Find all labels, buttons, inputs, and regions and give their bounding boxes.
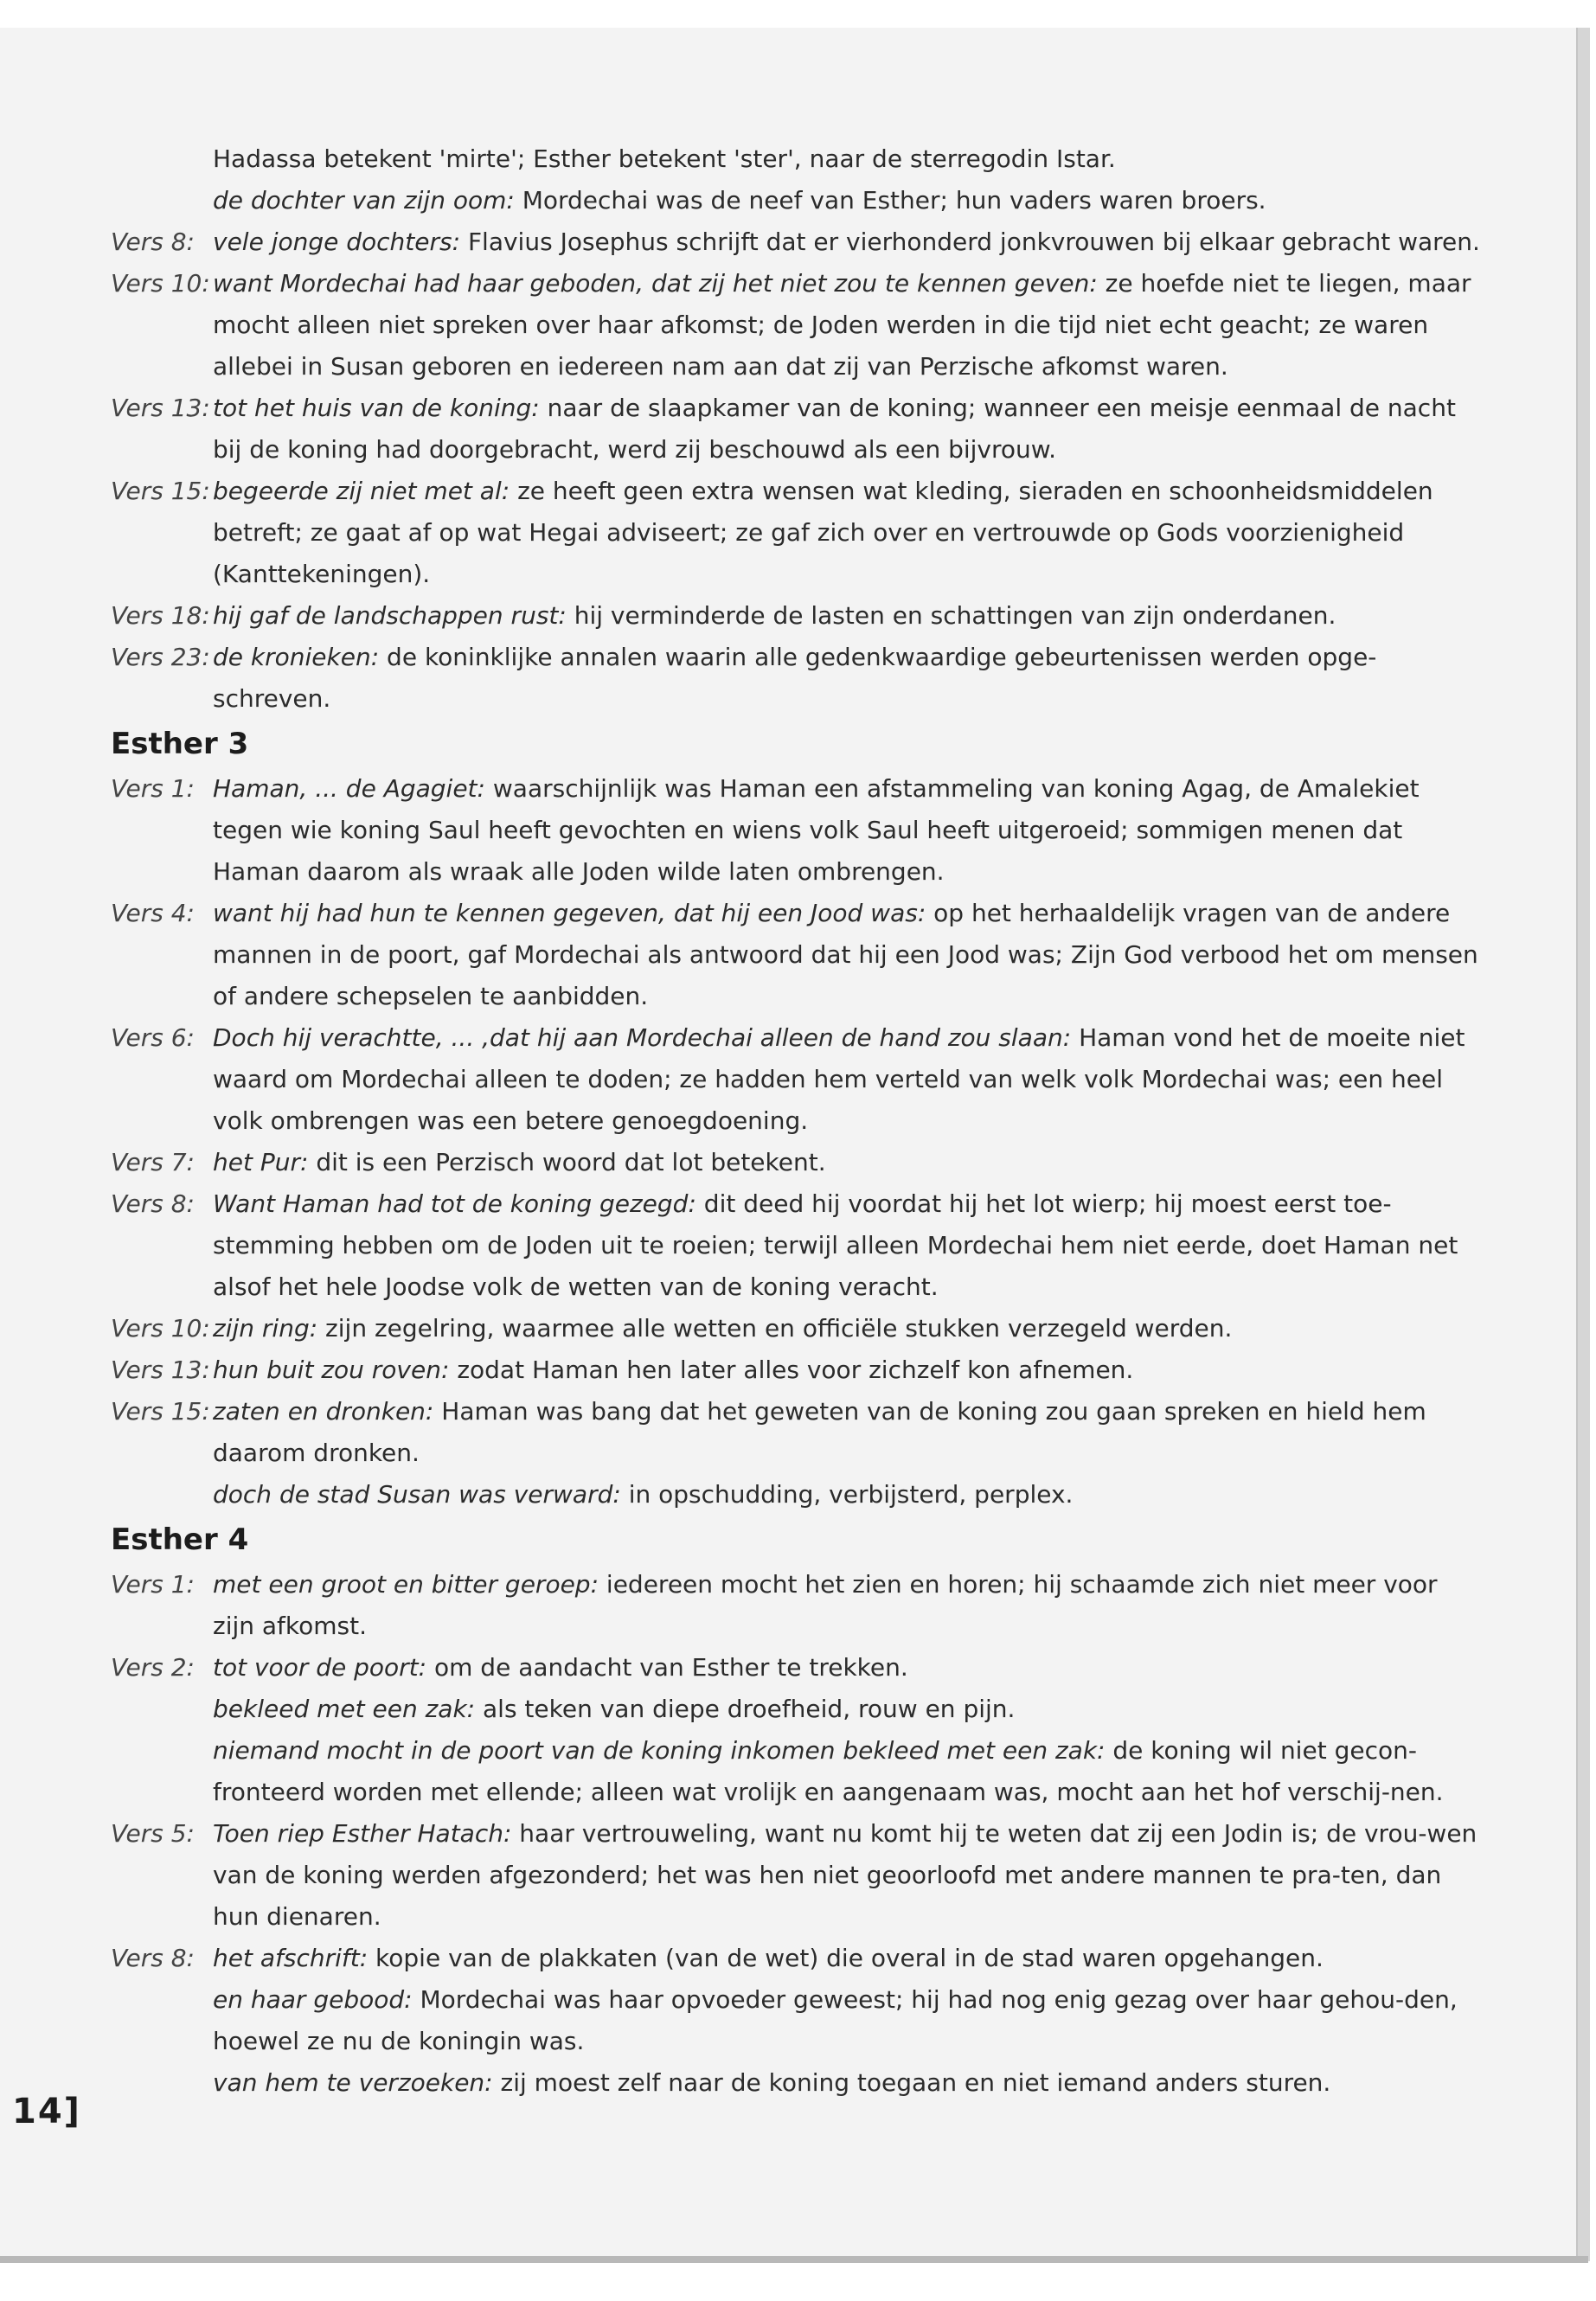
explanation-text: Hadassa betekent 'mirte'; Esther betekent 'ster', naar de sterregodin Istar. bbox=[213, 144, 1116, 173]
quoted-term: doch de stad Susan was verward: bbox=[213, 1480, 621, 1509]
quoted-term: de kronieken: bbox=[213, 643, 380, 671]
quoted-term: tot voor de poort: bbox=[213, 1653, 427, 1682]
explanation-text: de koning wil niet gecon-fronteerd worden met ellende; alleen wat vrolijk en aangenaam was, mocht aan het hof verschij-nen. bbox=[213, 1736, 1444, 1806]
quoted-term: niemand mocht in de poort van de koning inkomen bekleed met een zak: bbox=[213, 1736, 1106, 1765]
verse-note bbox=[111, 263, 1486, 388]
note-body bbox=[213, 1564, 1486, 1647]
quoted-term: begeerde zij niet met al: bbox=[213, 477, 510, 505]
quoted-term: Doch hij verachtte, ... ,dat hij aan Mordechai alleen de hand zou slaan: bbox=[213, 1023, 1072, 1052]
verse-label: Vers 2: bbox=[111, 1653, 195, 1682]
verse-label: Vers 6: bbox=[111, 1023, 195, 1052]
explanation-text: Haman was bang dat het geweten van de koning zou gaan spreken en hield hem daarom dronken. bbox=[213, 1397, 1426, 1467]
quoted-term: de dochter van zijn oom: bbox=[213, 186, 515, 215]
note-body bbox=[213, 388, 1486, 471]
note-body bbox=[213, 221, 1486, 263]
explanation-text: naar de slaapkamer van de koning; wanneer een meisje eenmaal de nacht bij de koning had doorgebracht, werd zij beschouwd als een bijvrouw. bbox=[213, 394, 1456, 464]
explanation-text: op het herhaaldelijk vragen van de andere mannen in de poort, gaf Mordechai als antwoord dat hij een Jood was; Zijn God verbood het om mensen of andere schepselen te aanbidden. bbox=[213, 899, 1478, 1010]
explanation-text: kopie van de plakkaten (van de wet) die overal in de stad waren opgehangen. bbox=[368, 1944, 1324, 1972]
note-body bbox=[213, 768, 1486, 893]
verse-note bbox=[111, 1142, 1486, 1183]
verse-note bbox=[111, 1308, 1486, 1349]
note-body bbox=[213, 1474, 1486, 1516]
quoted-term: want Mordechai had haar geboden, dat zij het niet zou te kennen geven: bbox=[213, 269, 1098, 298]
page-number: 14] bbox=[12, 2092, 81, 2131]
quoted-term: met een groot en bitter geroep: bbox=[213, 1570, 599, 1599]
chapter-heading: Esther 3 bbox=[111, 727, 249, 761]
verse-label: Vers 15: bbox=[111, 1397, 210, 1426]
explanation-text: dit deed hij voordat hij het lot wierp; hij moest eerst toe-stemming hebben om de Joden uit te roeien; terwijl alleen Mordechai hem niet eerde, doet Haman net alsof het hele Joodse volk de wetten van de koning veracht. bbox=[213, 1189, 1458, 1301]
explanation-text: haar vertrouweling, want nu komt hij te weten dat zij een Jodin is; de vrou-wen van de koning werden afgezonderd; het was hen niet geoorloofd met andere mannen te pra-ten, dan hun dienaren. bbox=[213, 1819, 1477, 1931]
verse-label: Vers 4: bbox=[111, 899, 195, 927]
verse-note bbox=[111, 1979, 1486, 2062]
verse-label: Vers 1: bbox=[111, 774, 195, 803]
note-body bbox=[213, 1647, 1486, 1689]
page-edge bbox=[1576, 28, 1590, 2261]
verse-label: Vers 18: bbox=[111, 601, 210, 630]
quoted-term: zijn ring: bbox=[213, 1314, 318, 1343]
quoted-term: het Pur: bbox=[213, 1148, 309, 1176]
explanation-text: dit is een Perzisch woord dat lot betekent. bbox=[308, 1148, 826, 1176]
verse-label: Vers 15: bbox=[111, 477, 210, 505]
quoted-term: van hem te verzoeken: bbox=[213, 2068, 493, 2097]
note-body bbox=[213, 1349, 1486, 1391]
quoted-term: het afschrift: bbox=[213, 1944, 369, 1972]
chapter-heading: Esther 4 bbox=[111, 1522, 249, 1557]
verse-note bbox=[111, 1730, 1486, 1813]
scanned-page bbox=[0, 28, 1576, 2261]
verse-note bbox=[111, 1391, 1486, 1474]
verse-note bbox=[111, 2062, 1486, 2104]
explanation-text: iedereen mocht het zien en horen; hij schaamde zich niet meer voor zijn afkomst. bbox=[213, 1570, 1438, 1640]
explanation-text: Mordechai was haar opvoeder geweest; hij had nog enig gezag over haar gehou-den, hoewel ze nu de koningin was. bbox=[213, 1985, 1458, 2055]
verse-label: Vers 10: bbox=[111, 269, 210, 298]
verse-label: Vers 13: bbox=[111, 394, 210, 422]
verse-note bbox=[111, 637, 1486, 720]
quoted-term: hun buit zou roven: bbox=[213, 1356, 450, 1384]
quoted-term: Haman, ... de Agagiet: bbox=[213, 774, 485, 803]
explanation-text: als teken van diepe droefheid, rouw en pijn. bbox=[475, 1695, 1016, 1723]
commentary-body bbox=[111, 138, 1486, 2104]
quoted-term: want hij had hun te kennen gegeven, dat hij een Jood was: bbox=[213, 899, 926, 927]
verse-note bbox=[111, 1183, 1486, 1308]
note-body bbox=[213, 263, 1486, 388]
note-body bbox=[213, 1142, 1486, 1183]
explanation-text: zodat Haman hen later alles voor zichzelf kon afnemen. bbox=[449, 1356, 1134, 1384]
note-body bbox=[213, 471, 1486, 595]
explanation-text: ze hoefde niet te liegen, maar mocht alleen niet spreken over haar afkomst; de Joden werden in die tijd niet echt geacht; ze waren allebei in Susan geboren en iedereen nam aan dat zij van Perzische afkomst waren. bbox=[213, 269, 1471, 381]
explanation-text: om de aandacht van Esther te trekken. bbox=[426, 1653, 908, 1682]
quoted-term: en haar gebood: bbox=[213, 1985, 413, 2014]
verse-note bbox=[111, 1349, 1486, 1391]
bottom-rule bbox=[0, 2256, 1588, 2263]
note-body bbox=[213, 637, 1486, 720]
verse-note bbox=[111, 1017, 1486, 1142]
quoted-term: vele jonge dochters: bbox=[213, 228, 461, 256]
verse-note bbox=[111, 1938, 1486, 1979]
verse-label: Vers 23: bbox=[111, 643, 210, 671]
quoted-term: tot het huis van de koning: bbox=[213, 394, 540, 422]
verse-note bbox=[111, 180, 1486, 221]
explanation-text: hij verminderde de lasten en schattingen van zijn onderdanen. bbox=[566, 601, 1336, 630]
quoted-term: Toen riep Esther Hatach: bbox=[213, 1819, 512, 1848]
quoted-term: bekleed met een zak: bbox=[213, 1695, 476, 1723]
verse-note bbox=[111, 388, 1486, 471]
note-body bbox=[213, 893, 1486, 1017]
note-body bbox=[213, 595, 1486, 637]
verse-note bbox=[111, 471, 1486, 595]
explanation-text: Flavius Josephus schrijft dat er vierhonderd jonkvrouwen bij elkaar gebracht waren. bbox=[460, 228, 1480, 256]
verse-note bbox=[111, 1647, 1486, 1689]
note-body bbox=[213, 1979, 1486, 2062]
verse-label: Vers 13: bbox=[111, 1356, 210, 1384]
explanation-text: ze heeft geen extra wensen wat kleding, sieraden en schoonheidsmiddelen betreft; ze gaat af op wat Hegai adviseert; ze gaf zich over en vertrouwde op Gods voorzienigheid (Kanttekeningen). bbox=[213, 477, 1433, 588]
note-body bbox=[213, 1391, 1486, 1474]
explanation-text: waarschijnlijk was Haman een afstammeling van koning Agag, de Amalekiet tegen wie koning Saul heeft gevochten en wiens volk Saul heeft uitgeroeid; sommigen menen dat Haman daarom als wraak alle Joden wilde laten ombrengen. bbox=[213, 774, 1420, 886]
note-body bbox=[213, 2062, 1486, 2104]
note-body bbox=[213, 180, 1486, 221]
verse-label: Vers 8: bbox=[111, 228, 195, 256]
verse-label: Vers 5: bbox=[111, 1819, 195, 1848]
verse-note bbox=[111, 768, 1486, 893]
note-body bbox=[213, 1813, 1486, 1938]
verse-label: Vers 8: bbox=[111, 1189, 195, 1218]
note-body bbox=[213, 1938, 1486, 1979]
verse-label: Vers 8: bbox=[111, 1944, 195, 1972]
explanation-text: in opschudding, verbijsterd, perplex. bbox=[620, 1480, 1074, 1509]
note-body bbox=[213, 1730, 1486, 1813]
note-body bbox=[213, 1183, 1486, 1308]
explanation-text: Haman vond het de moeite niet waard om Mordechai alleen te doden; ze hadden hem verteld van welk volk Mordechai was; een heel volk ombrengen was een betere genoegdoening. bbox=[213, 1023, 1465, 1135]
quoted-term: hij gaf de landschappen rust: bbox=[213, 601, 567, 630]
explanation-text: zijn zegelring, waarmee alle wetten en officiële stukken verzegeld werden. bbox=[317, 1314, 1233, 1343]
verse-note bbox=[111, 221, 1486, 263]
explanation-text: Mordechai was de neef van Esther; hun vaders waren broers. bbox=[514, 186, 1266, 215]
note-body bbox=[213, 138, 1486, 180]
explanation-text: zij moest zelf naar de koning toegaan en niet iemand anders sturen. bbox=[492, 2068, 1331, 2097]
verse-label: Vers 7: bbox=[111, 1148, 195, 1176]
quoted-term: Want Haman had tot de koning gezegd: bbox=[213, 1189, 696, 1218]
verse-label: Vers 1: bbox=[111, 1570, 195, 1599]
verse-note bbox=[111, 138, 1486, 180]
note-body bbox=[213, 1308, 1486, 1349]
verse-note bbox=[111, 1474, 1486, 1516]
verse-note bbox=[111, 893, 1486, 1017]
note-body bbox=[213, 1689, 1486, 1730]
verse-note bbox=[111, 1564, 1486, 1647]
explanation-text: de koninklijke annalen waarin alle gedenkwaardige gebeurtenissen werden opge-schreven. bbox=[213, 643, 1377, 713]
verse-note bbox=[111, 1813, 1486, 1938]
verse-note bbox=[111, 1689, 1486, 1730]
quoted-term: zaten en dronken: bbox=[213, 1397, 434, 1426]
note-body bbox=[213, 1017, 1486, 1142]
verse-note bbox=[111, 595, 1486, 637]
verse-label: Vers 10: bbox=[111, 1314, 210, 1343]
